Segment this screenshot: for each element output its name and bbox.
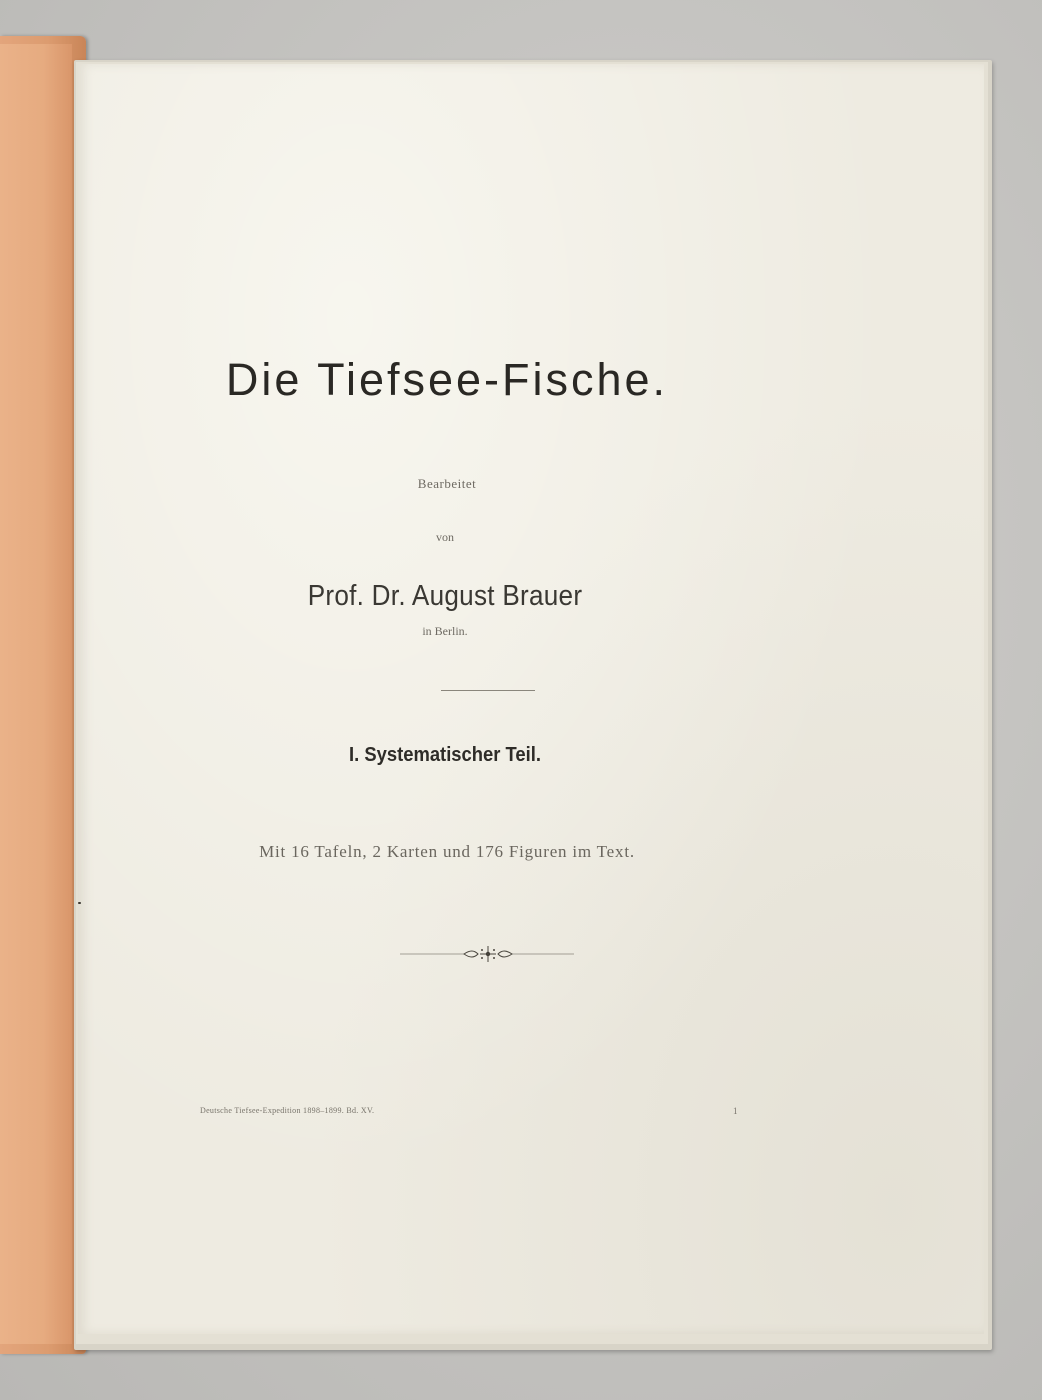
title-page	[78, 64, 984, 1334]
contents-note: Mit 16 Tafeln, 2 Karten und 176 Figuren im Text.	[259, 842, 635, 861]
by-label: von	[436, 530, 454, 544]
signature-mark: 1	[733, 1106, 738, 1116]
series-footer: Deutsche Tiefsee-Expedition 1898–1899. Bd. XV.	[200, 1106, 375, 1115]
author-location: in Berlin.	[422, 624, 468, 638]
book-cover-inner	[0, 44, 72, 1344]
part-heading: I. Systematischer Teil.	[349, 744, 541, 766]
page-title: Die Tiefsee-Fische.	[225, 354, 669, 405]
ornament-divider	[398, 942, 578, 966]
divider-rule	[441, 690, 535, 691]
edited-label: Bearbeitet	[417, 476, 477, 491]
author-name: Prof. Dr. August Brauer	[307, 580, 583, 612]
ink-speck	[78, 902, 81, 904]
